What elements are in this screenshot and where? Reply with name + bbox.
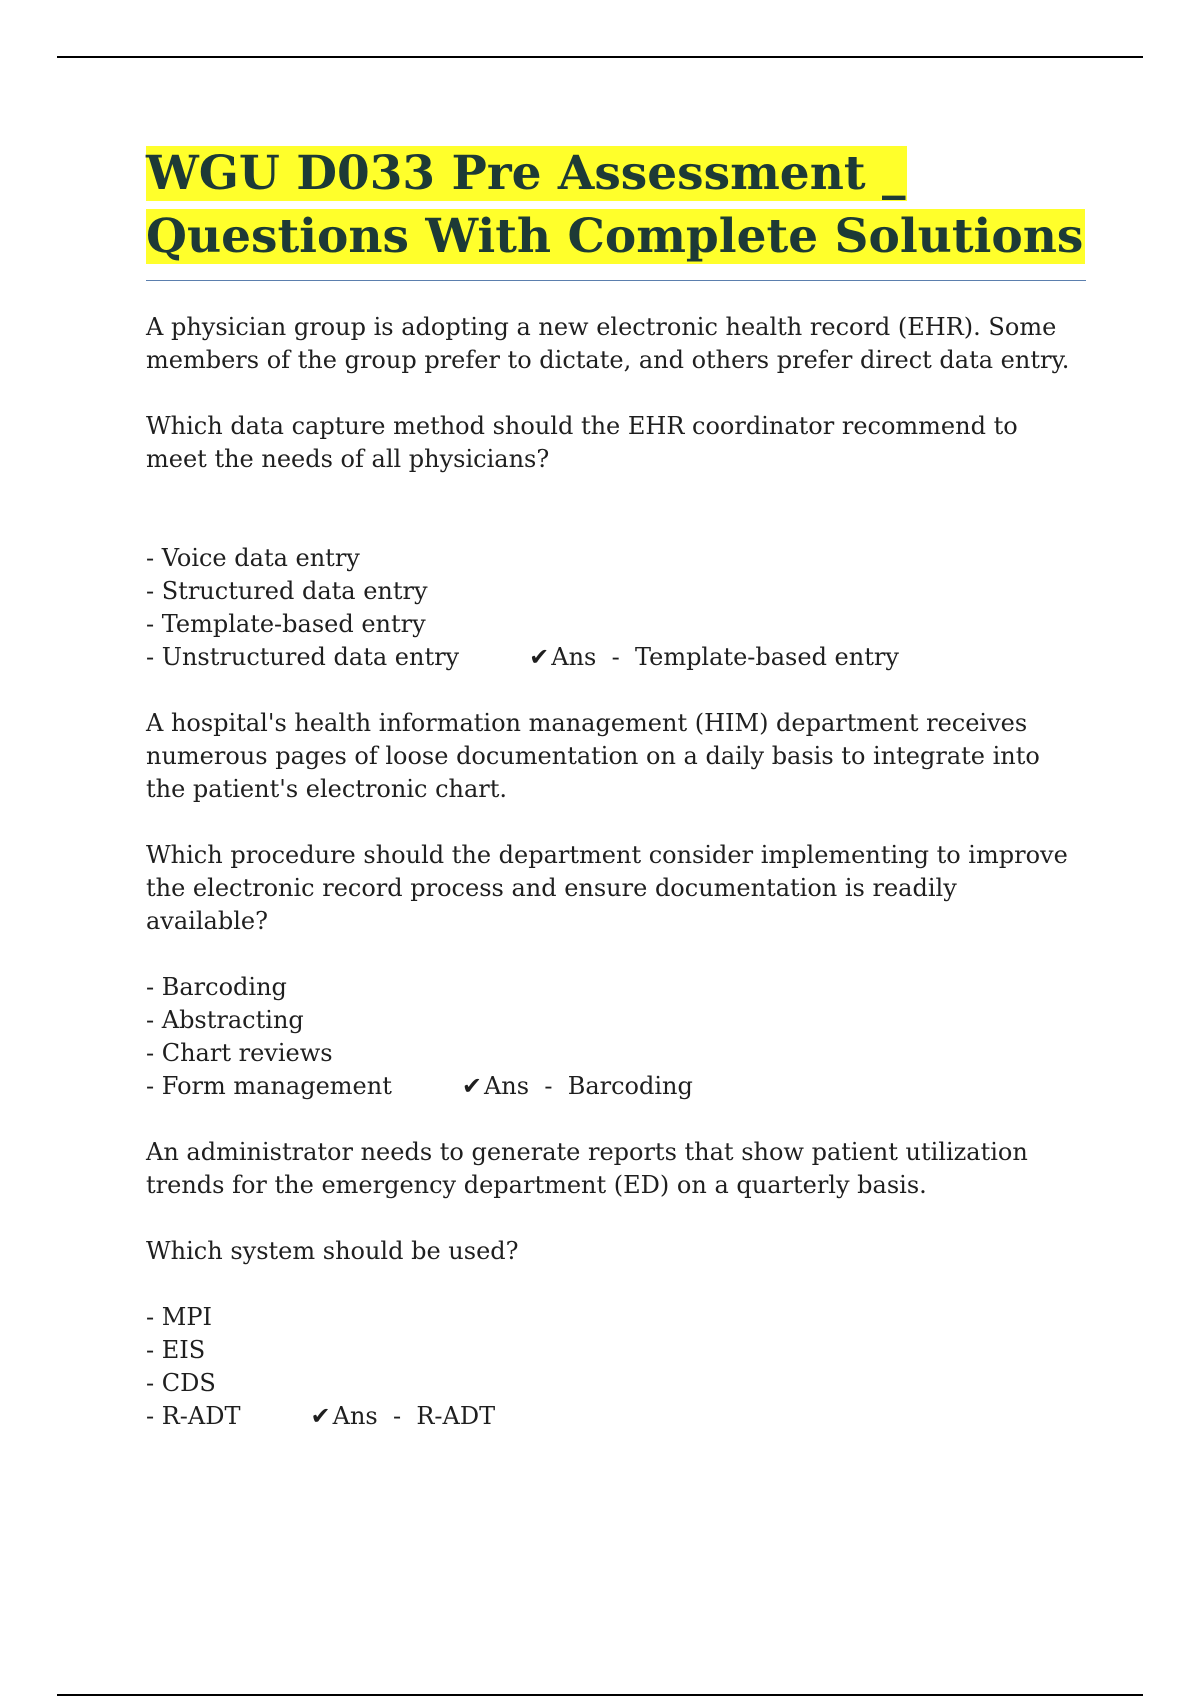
question-2 <box>146 707 1086 1103</box>
option-item-with-answer <box>146 1070 1086 1103</box>
option-item: - Unstructured data entry <box>146 643 460 671</box>
title-line-1: WGU D033 Pre Assessment _ <box>146 146 906 201</box>
document-title <box>146 142 1086 268</box>
checkmark-icon: ✔ <box>461 1072 482 1100</box>
header-rule <box>57 56 1143 58</box>
option-item: - R-ADT <box>146 1402 241 1430</box>
checkmark-icon: ✔ <box>310 1402 331 1430</box>
title-underline <box>146 280 1086 281</box>
option-list <box>146 971 1086 1103</box>
option-list <box>146 542 1086 674</box>
question-prompt: Which procedure should the department consider implementing to improve the electronic record process and ensure documentation is readily available? <box>146 841 1068 935</box>
option-item: - Form management <box>146 1072 392 1100</box>
question-stem: An administrator needs to generate reports that show patient utilization trends for the emergency department (ED) on a quarterly basis. <box>146 1138 1028 1199</box>
option-item-with-answer <box>146 1400 1086 1433</box>
footer-rule <box>57 1694 1143 1696</box>
title-line-2: Questions With Complete Solutions <box>146 209 1084 264</box>
question-1 <box>146 311 1086 674</box>
option-item: - Abstracting <box>146 1006 304 1034</box>
document-body <box>146 142 1086 1433</box>
answer-label: Ans - R-ADT <box>332 1402 496 1430</box>
option-item: - EIS <box>146 1336 206 1364</box>
option-item: - Voice data entry <box>146 544 360 572</box>
answer-label: Ans - Barcoding <box>483 1072 693 1100</box>
question-stem: A physician group is adopting a new electronic health record (EHR). Some members of the group prefer to dictate, and others prefer direct data entry. <box>146 313 1070 374</box>
question-3 <box>146 1136 1086 1433</box>
option-item: - Structured data entry <box>146 577 428 605</box>
option-item: - Chart reviews <box>146 1039 333 1067</box>
option-item-with-answer <box>146 641 1086 674</box>
checkmark-icon: ✔ <box>529 643 550 671</box>
option-item: - Template-based entry <box>146 610 426 638</box>
option-item: - MPI <box>146 1303 212 1331</box>
question-prompt: Which system should be used? <box>146 1237 519 1265</box>
answer-label: Ans - Template-based entry <box>551 643 899 671</box>
option-list <box>146 1301 1086 1433</box>
option-item: - Barcoding <box>146 973 287 1001</box>
option-item: - CDS <box>146 1369 216 1397</box>
question-stem: A hospital's health information management (HIM) department receives numerous pages of loose documentation on a daily basis to integrate into the patient's electronic chart. <box>146 709 1040 803</box>
question-prompt: Which data capture method should the EHR coordinator recommend to meet the needs of all physicians? <box>146 412 1018 473</box>
